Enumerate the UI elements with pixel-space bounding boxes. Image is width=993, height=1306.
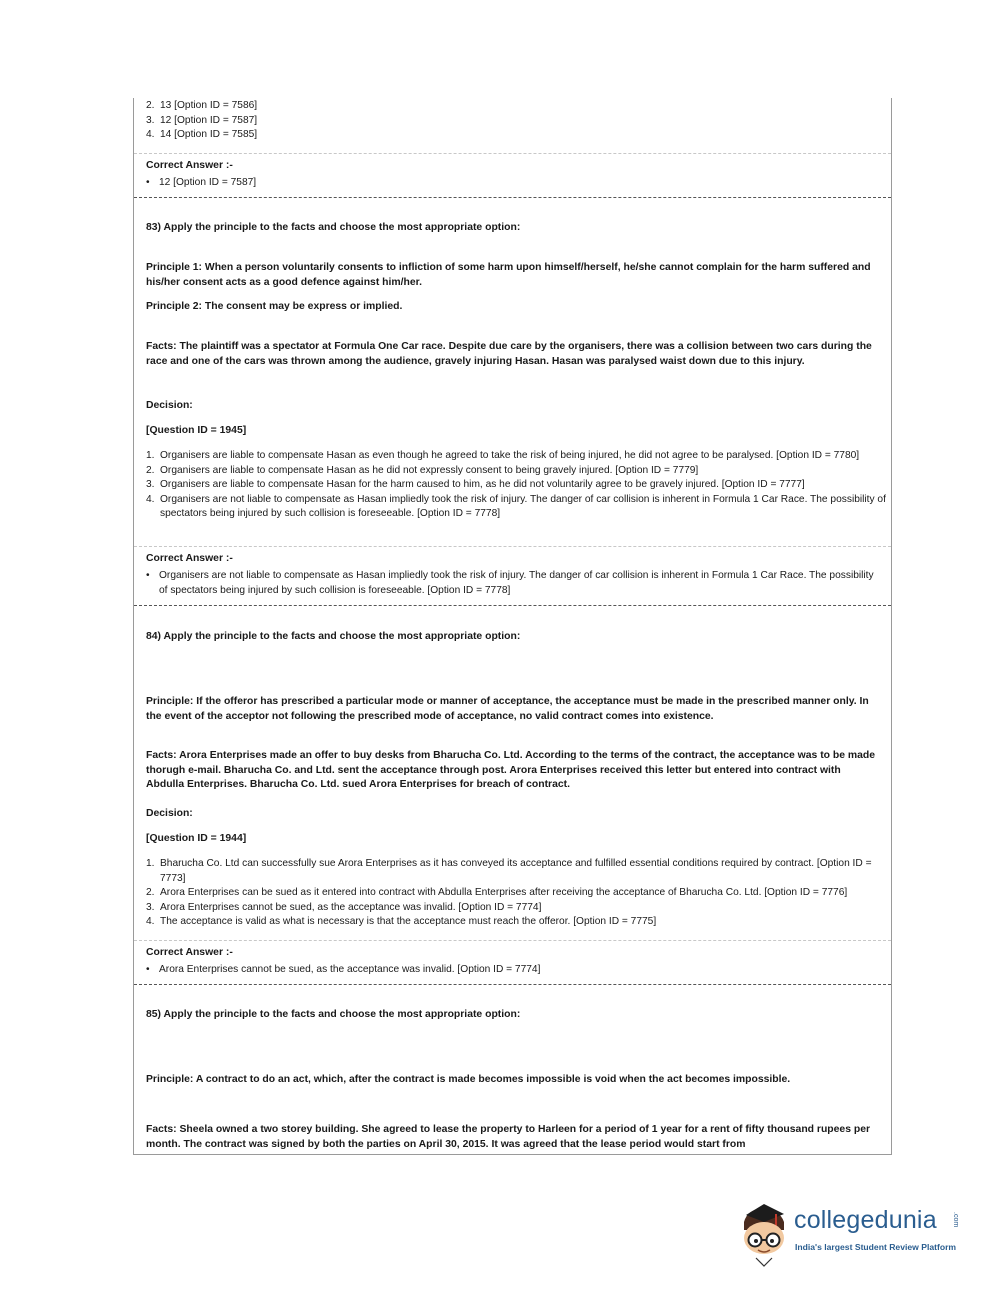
list-item: 2. Organisers are liable to compensate Hasan as he did not expressly consent to being gravely injured. [Option ID = 7779] [146, 464, 699, 476]
q84-answer: • Arora Enterprises cannot be sued, as the acceptance was invalid. [Option ID = 7774] [146, 963, 876, 978]
q84-principle: Principle: If the offeror has prescribed a particular mode or manner of acceptance, the acceptance must be made in the prescribed manner only. In the event of the acceptor not following the prescribed mode of acceptance, no valid contract comes into existence. [146, 696, 869, 722]
list-item: 1. Organisers are liable to compensate Hasan as even though he agreed to take the risk of being injured, he did not agree to be paralysed. [Option ID = 7780] [146, 450, 860, 461]
q83-answer-label: Correct Answer :- [146, 553, 233, 564]
q84-answer-label: Correct Answer :- [146, 947, 233, 958]
bullet-dot: • [146, 177, 150, 188]
logo-tagline: India's largest Student Review Platform [795, 1242, 957, 1252]
list-item: 4. The acceptance is valid as what is necessary is that the acceptance must reach the offeror. [Option ID = 7775] [146, 916, 657, 927]
q83-options-list [146, 449, 890, 522]
q82-answer-label: Correct Answer :- [146, 160, 233, 171]
list-item: 4. 14 [Option ID = 7585] [146, 129, 258, 140]
q83-principle-1: Principle 1: When a person voluntarily consents to infliction of some harm upon himself/herself, he/she cannot complain for the harm suffered and his/her consent acts as a good defence against him/her. [146, 262, 871, 288]
question-divider [134, 984, 891, 985]
divider [134, 940, 891, 941]
list-item: 2. 13 [Option ID = 7586] [146, 100, 258, 111]
q82-answer: • 12 [Option ID = 7587] [146, 176, 876, 191]
q84-question-id: [Question ID = 1944] [146, 833, 247, 844]
q83-answer: • Organisers are not liable to compensate as Hasan impliedly took the risk of injury. The danger of car collision is inherent in Formula 1 Car Race. The possibility of spectators being injured by such collision is foreseeable. [Option ID = 7778] [146, 570, 874, 596]
list-item: 3. Arora Enterprises cannot be sued, as the acceptance was invalid. [Option ID = 7774] [146, 901, 542, 913]
student-mascot-icon [734, 1200, 794, 1270]
bullet-dot: • [146, 964, 150, 975]
q84-decision: Decision: [146, 808, 193, 819]
q83-principle-2: Principle 2: The consent may be express or implied. [146, 301, 403, 312]
bullet-dot: • [146, 570, 150, 581]
q82-options-list [146, 99, 890, 143]
q85-title: 85) Apply the principle to the facts and choose the most appropriate option: [146, 1009, 521, 1020]
divider [134, 153, 891, 154]
divider [134, 546, 891, 547]
collegedunia-logo [734, 1200, 964, 1270]
q85-facts: Facts: Sheela owned a two storey building. She agreed to lease the property to Harleen for a period of 1 year for a rent of fifty thousand rupees per month. The contract was signed by both the parties on April 30, 2015. It was agreed that the lease period would start from [146, 1124, 871, 1150]
logo-wordmark: collegedunia [794, 1206, 937, 1234]
list-item: 3. 12 [Option ID = 7587] [146, 114, 258, 126]
page-frame [133, 98, 892, 1155]
q85-principle: Principle: A contract to do an act, which, after the contract is made becomes impossible is void when the act becomes impossible. [146, 1074, 791, 1085]
q84-facts: Facts: Arora Enterprises made an offer to buy desks from Bharucha Co. Ltd. According to the terms of the contract, the acceptance was to be made thorugh e-mail. Bharucha Co. and Ltd. sent the acceptance through post. Arora Enterprises received this letter but entered into contract with Abdulla Enterprises. Bharucha Co. Ltd. sued Arora Enterprises for breach of contract. [146, 750, 876, 790]
q84-title: 84) Apply the principle to the facts and choose the most appropriate option: [146, 631, 521, 642]
q83-title: 83) Apply the principle to the facts and choose the most appropriate option: [146, 222, 521, 233]
question-divider [134, 605, 891, 606]
list-item: 4. Organisers are not liable to compensate as Hasan impliedly took the risk of injury. The danger of car collision is inherent in Formula 1 Car Race. The possibility of spectators being injured by such collision is foreseeable. [Option ID = 7778] [146, 493, 886, 519]
q84-options-list [146, 857, 890, 930]
question-divider [134, 197, 891, 198]
q83-decision: Decision: [146, 400, 193, 411]
logo-suffix: .com [952, 1212, 959, 1228]
list-item: 1. Bharucha Co. Ltd can successfully sue Arora Enterprises as it has conveyed its acceptance and fulfilled essential conditions required by contract. [Option ID = 7773] [146, 858, 872, 884]
list-item: 3. Organisers are liable to compensate Hasan for the harm caused to him, as he did not voluntarily agree to be gravely injured. [Option ID = 7777] [146, 479, 805, 490]
list-item: 2. Arora Enterprises can be sued as it entered into contract with Abdulla Enterprises after receiving the acceptance of Bharucha Co. Ltd. [Option ID = 7776] [146, 887, 848, 898]
q83-question-id: [Question ID = 1945] [146, 425, 247, 436]
q83-facts: Facts: The plaintiff was a spectator at Formula One Car race. Despite due care by the organisers, there was a collision between two cars during the race and one of the cars was thrown among the audience, gravely injuring Hasan. Hasan was paralysed waist down due to this injury. [146, 341, 872, 367]
